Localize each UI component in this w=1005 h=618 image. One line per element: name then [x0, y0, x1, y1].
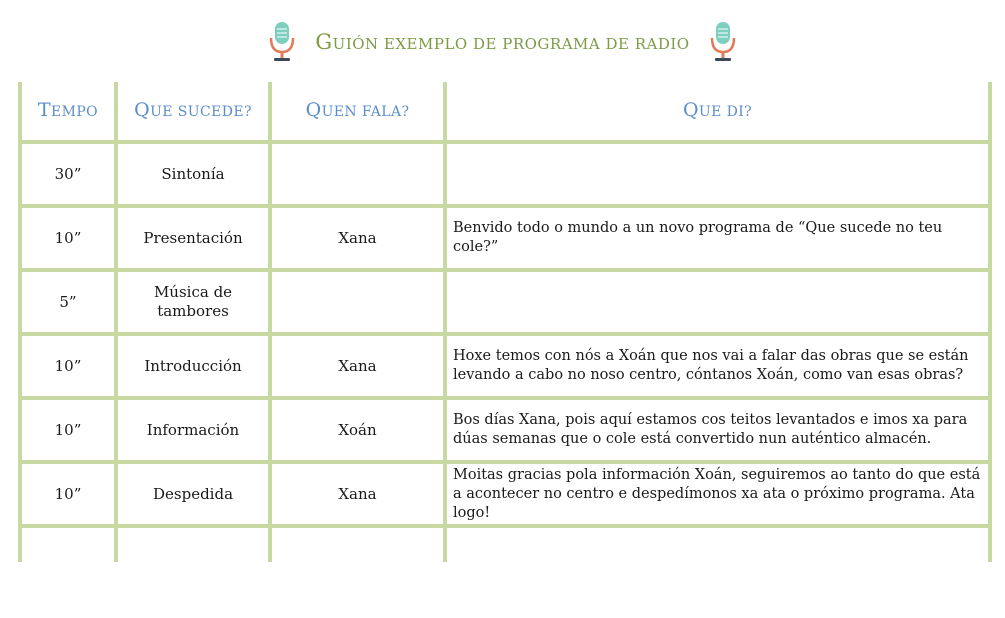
says-cell: Bos días Xana, pois aquí estamos cos teitos levantados e imos xa para dúas semanas que o cole está convertido nun auténtico almacén. [445, 398, 990, 462]
table-row [20, 334, 990, 398]
column-header-event: QUE SUCEDE? [116, 82, 270, 142]
says-cell: Hoxe temos con nós a Xoán que nos vai a falar das obras que se están levando a cabo no noso centro, cóntanos Xoán, como van esas obras? [445, 334, 990, 398]
time-cell: 10” [20, 334, 116, 398]
table-header-row [20, 82, 990, 142]
time-cell: 10” [20, 206, 116, 270]
table-row-empty [20, 526, 990, 562]
says-cell [445, 526, 990, 562]
event-cell: Despedida [116, 462, 270, 526]
speaker-cell [270, 270, 445, 334]
table-row [20, 462, 990, 526]
time-cell: 10” [20, 462, 116, 526]
column-header-time: TEMPO [20, 82, 116, 142]
table-row [20, 142, 990, 206]
time-cell [20, 526, 116, 562]
column-header-speaker: QUEN FALA? [270, 82, 445, 142]
speaker-cell: Xoán [270, 398, 445, 462]
microphone-icon [267, 20, 297, 64]
table-row [20, 398, 990, 462]
time-cell: 5” [20, 270, 116, 334]
event-cell: Sintonía [116, 142, 270, 206]
speaker-cell: Xana [270, 334, 445, 398]
page-title: GUIÓN EXEMPLO DE PROGRAMA DE RADIO [315, 30, 690, 54]
speaker-cell: Xana [270, 462, 445, 526]
microphone-icon [708, 20, 738, 64]
event-cell: Introducción [116, 334, 270, 398]
event-cell [116, 526, 270, 562]
table-row [20, 270, 990, 334]
says-cell: Benvido todo o mundo a un novo programa de “Que sucede no teu cole?” [445, 206, 990, 270]
event-cell: Información [116, 398, 270, 462]
speaker-cell [270, 526, 445, 562]
says-cell [445, 142, 990, 206]
time-cell: 30” [20, 142, 116, 206]
radio-script-table [18, 82, 992, 562]
event-cell: Música de tambores [116, 270, 270, 334]
says-cell [445, 270, 990, 334]
column-header-says: QUE DI? [445, 82, 990, 142]
speaker-cell: Xana [270, 206, 445, 270]
document-header [0, 18, 1005, 66]
says-cell: Moitas gracias pola información Xoán, seguiremos ao tanto do que está a acontecer no centro e despedímonos xa ata o próximo programa. Ata logo! [445, 462, 990, 526]
table-row [20, 206, 990, 270]
speaker-cell [270, 142, 445, 206]
time-cell: 10” [20, 398, 116, 462]
event-cell: Presentación [116, 206, 270, 270]
